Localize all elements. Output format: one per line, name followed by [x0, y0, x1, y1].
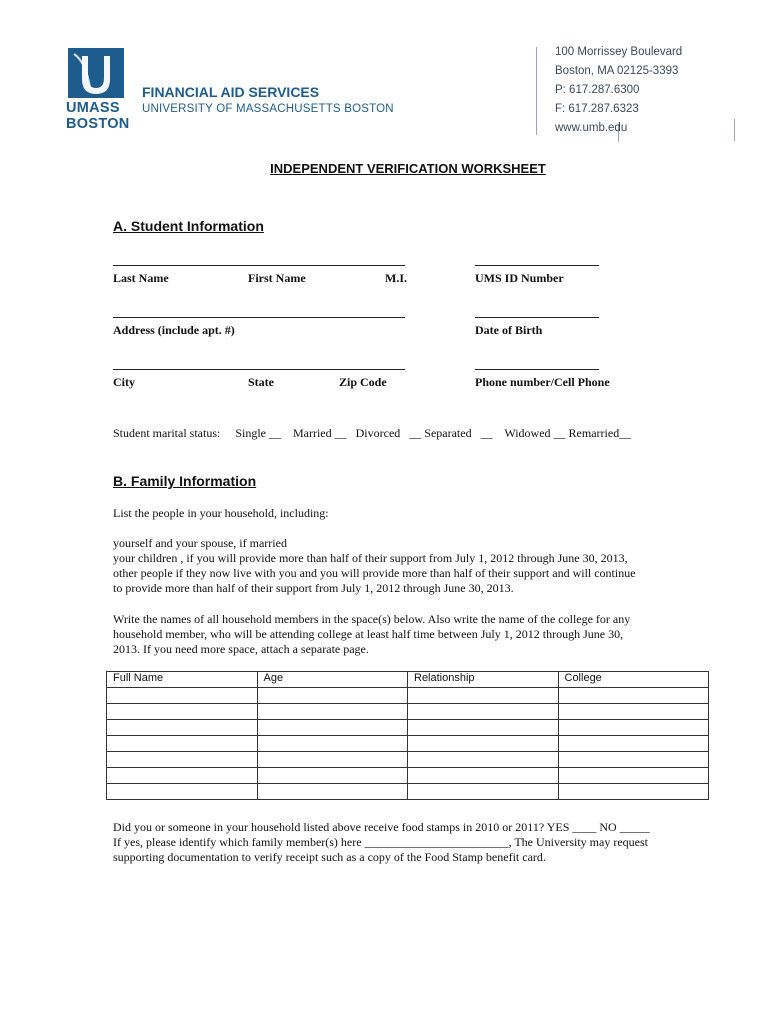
college-cell[interactable]: [558, 768, 709, 784]
college-cell[interactable]: [558, 752, 709, 768]
dob-line[interactable]: [475, 317, 599, 318]
header-divider-right: [734, 119, 735, 141]
instructions-line: 2013. If you need more space, attach a separate page.: [113, 642, 369, 656]
relationship-cell[interactable]: [408, 768, 559, 784]
age-cell[interactable]: [257, 704, 408, 720]
college-cell[interactable]: [558, 784, 709, 800]
marital-status-line[interactable]: Student marital status: Single __ Married __ Divorced __ Separated __ Widowed __ Remarried__: [113, 426, 632, 440]
address-line[interactable]: [113, 317, 405, 318]
table-row: [107, 704, 709, 720]
age-cell[interactable]: [257, 784, 408, 800]
relationship-cell[interactable]: [408, 784, 559, 800]
list-item: yourself and your spouse, if married: [113, 536, 287, 550]
food-stamps-note: supporting documentation to verify receipt such as a copy of the Food Stamp benefit card.: [113, 850, 546, 864]
phone-line[interactable]: [475, 369, 599, 370]
relationship-cell[interactable]: [408, 720, 559, 736]
umass-logo-mark: [68, 48, 124, 98]
umass-u-icon: [68, 48, 124, 98]
city-label: City: [113, 375, 135, 389]
ums-id-label: UMS ID Number: [475, 271, 564, 285]
relationship-cell[interactable]: [408, 704, 559, 720]
state-label: State: [248, 375, 274, 389]
contact-phone: P: 617.287.6300: [555, 84, 640, 96]
table-row: [107, 720, 709, 736]
table-row: [107, 688, 709, 704]
list-item: other people if they now live with you and you will provide more than half of their support and will continue: [113, 566, 636, 580]
mi-label: M.I.: [385, 271, 407, 285]
last-name-label: Last Name: [113, 271, 169, 285]
section-b-heading: B. Family Information: [113, 473, 257, 489]
column-relationship: Relationship: [408, 672, 559, 688]
full-name-cell[interactable]: [107, 768, 258, 784]
city-state-zip-line[interactable]: [113, 369, 405, 370]
age-cell[interactable]: [257, 768, 408, 784]
header-divider: [536, 47, 537, 135]
table-row: [107, 752, 709, 768]
relationship-cell[interactable]: [408, 736, 559, 752]
age-cell[interactable]: [257, 736, 408, 752]
contact-address: 100 Morrissey Boulevard: [555, 46, 683, 58]
food-stamps-member[interactable]: If yes, please identify which family member(s) here ________________________, The University may request: [113, 835, 648, 849]
column-age: Age: [257, 672, 408, 688]
page-title: INDEPENDENT VERIFICATION WORKSHEET: [270, 161, 546, 176]
table-header-row: [107, 672, 709, 688]
university-name: UNIVERSITY OF MASSACHUSETTS BOSTON: [142, 103, 394, 115]
household-intro: List the people in your household, including:: [113, 506, 329, 520]
college-cell[interactable]: [558, 736, 709, 752]
list-item: to provide more than half of their support from July 1, 2012 through June 30, 2013.: [113, 581, 514, 595]
instructions-line: household member, who will be attending college at least half time between July 1, 2012 through June 30,: [113, 627, 624, 641]
college-cell[interactable]: [558, 688, 709, 704]
column-college: College: [558, 672, 709, 688]
full-name-cell[interactable]: [107, 784, 258, 800]
age-cell[interactable]: [257, 720, 408, 736]
logo-text-boston: BOSTON: [66, 116, 130, 132]
name-line[interactable]: [113, 265, 405, 266]
section-a-heading: A. Student Information: [113, 218, 264, 234]
ums-id-line[interactable]: [475, 265, 599, 266]
contact-website: www.umb.edu: [555, 122, 628, 134]
table-row: [107, 736, 709, 752]
dob-label: Date of Birth: [475, 323, 543, 337]
relationship-cell[interactable]: [408, 752, 559, 768]
contact-city: Boston, MA 02125-3393: [555, 65, 679, 77]
relationship-cell[interactable]: [408, 688, 559, 704]
table-row: [107, 784, 709, 800]
zip-label: Zip Code: [339, 375, 387, 389]
age-cell[interactable]: [257, 752, 408, 768]
first-name-label: First Name: [248, 271, 306, 285]
full-name-cell[interactable]: [107, 752, 258, 768]
table-row: [107, 768, 709, 784]
list-item: your children , if you will provide more than half of their support from July 1, 2012 through June 30, 2013,: [113, 551, 628, 565]
college-cell[interactable]: [558, 720, 709, 736]
logo-text-umass: UMASS: [66, 100, 120, 116]
instructions-line: Write the names of all household members in the space(s) below. Also write the name of the college for any: [113, 612, 631, 626]
food-stamps-question[interactable]: Did you or someone in your household listed above receive food stamps in 2010 or 2011? YES ____ NO _____: [113, 820, 650, 834]
household-table: [106, 671, 709, 800]
column-full-name: Full Name: [107, 672, 258, 688]
full-name-cell[interactable]: [107, 704, 258, 720]
full-name-cell[interactable]: [107, 720, 258, 736]
age-cell[interactable]: [257, 688, 408, 704]
contact-fax: F: 617.287.6323: [555, 103, 639, 115]
department-name: FINANCIAL AID SERVICES: [142, 84, 320, 100]
phone-label: Phone number/Cell Phone: [475, 375, 610, 389]
college-cell[interactable]: [558, 704, 709, 720]
full-name-cell[interactable]: [107, 736, 258, 752]
address-label: Address (include apt. #): [113, 323, 235, 337]
full-name-cell[interactable]: [107, 688, 258, 704]
